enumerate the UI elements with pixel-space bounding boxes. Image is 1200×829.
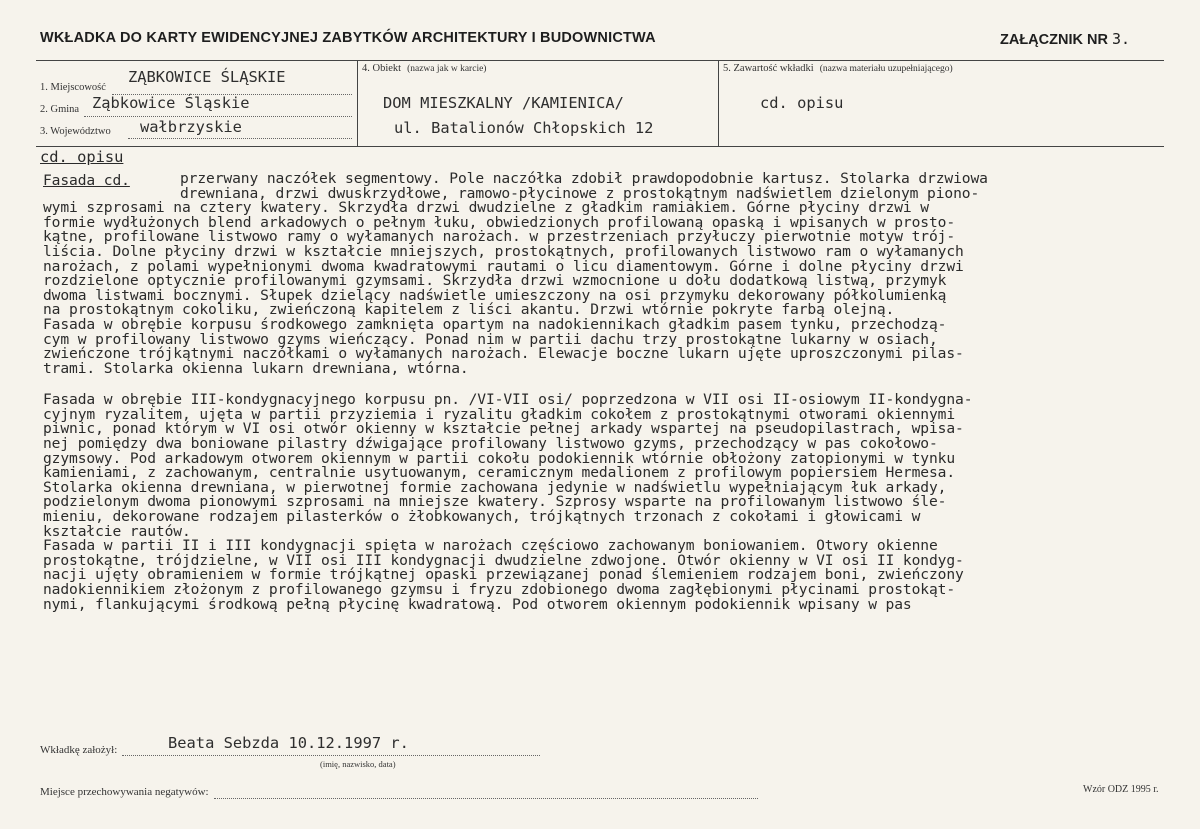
attachment-number: 3.: [1111, 30, 1130, 48]
gmina-dotline: [84, 116, 352, 117]
description-line: cym w profilowany listwowo gzyms wieńczący. Ponad nim w partii dachu trzy prostokątne lukarny w osiach,: [43, 330, 938, 348]
description-line: nej pomiędzy dwa boniowane pilastry dźwigające profilowany listwowo gzyms, przechodzący w pas cokołowo-: [43, 434, 938, 452]
fasada-label: Fasada cd.: [43, 172, 130, 189]
description-line: kształcie rautów.: [43, 522, 191, 540]
obiekt-label: [362, 63, 486, 74]
column-divider-2: [718, 60, 719, 146]
column-divider-1: [357, 60, 358, 146]
wojewodztwo-dotline: [128, 138, 352, 139]
zawartosc-label-text: 5. Zawartość wkładki: [723, 63, 814, 74]
description-line: formie wydłużonych blend arkadowych o pełnym łuku, obwiedzionych profilowaną opaską i wpisanych w prosto-: [43, 213, 956, 231]
author-value: Beata Sebzda 10.12.1997 r.: [168, 734, 409, 752]
description-line: prostokątne, trójdzielne, w VII osi III kondygnacji dwudzielne zdwojone. Otwór okienny w VI osi II kondyg-: [43, 551, 964, 569]
description-line: podzielonym dwoma pionowymi szprosami na mniejsze kwatery. Szprosy wsparte na profilowanym listwowo śle-: [43, 493, 947, 511]
header-bottom-border: [36, 146, 1164, 147]
description-line: piwnic, ponad którym w VI osi otwór okienny w kształcie pełnej arkady wspartej na pseudopilastrach, wpisa-: [43, 420, 964, 438]
section-heading: cd. opisu: [40, 148, 124, 166]
zawartosc-value: cd. opisu: [760, 94, 844, 112]
description-line: cyjnym ryzalitem, ujęta w partii przyziemia i ryzalitu gładkim cokołem z prostokątnymi otworami okiennymi: [43, 405, 956, 423]
description-line: kamieniami, z zachowanym, centralnie usytuowanym, ceramicznym medalionem z profilowym popiersiem Hermesa.: [43, 464, 956, 482]
miejscowosc-label: 1. Miejscowość: [40, 82, 106, 93]
description-line: zwieńczone trójkątnymi naczółkami o wyłamanych narożach. Elewacje boczne lukarn ujęte uproszczonymi pilas-: [43, 345, 964, 363]
description-line: kątne, profilowane listwowo ramy o wyłamanych narożach. w przestrzeniach przyłuczy pierwotnie motyw trój-: [43, 228, 956, 246]
obiekt-sublabel: (nazwa jak w karcie): [407, 64, 487, 74]
description-line: mieniu, dekorowane rodzajem pilasterków o żłobkowanych, trójkątnych trzonach z cokołami i głowicami w: [43, 507, 921, 525]
obiekt-label-text: 4. Obiekt: [362, 63, 402, 74]
author-label: Wkładkę założył:: [40, 744, 118, 756]
description-line: nacji ujęty obramieniem w formie trójkątnej opaski przewiązanej ponad ślemieniem rodzajem boni, zwieńczony: [43, 566, 964, 584]
description-line: nadokiennikiem złożonym z profilowanego gzymsu i fryzu zdobionego dwoma zagłębionymi płycinami prostokąt-: [43, 580, 956, 598]
attachment-label: ZAŁĄCZNIK NR: [1000, 32, 1108, 48]
top-border: [36, 60, 1164, 61]
description-line: Fasada w obrębie korpusu środkowego zamknięta opartym na nadokiennikach gładkim pasem tynku, przechodzą-: [43, 316, 947, 333]
description-line: przerwany naczółek segmentowy. Pole naczółka zdobił prawdopodobnie kartusz. Stolarka drzwiowa: [180, 170, 988, 187]
description-line: dwoma listwami bocznymi. Słupek dzielący nadświetle umieszczony na osi przymyku dekorowany półkolumienką: [43, 286, 947, 304]
description-line: narożach, z polami wypełnionymi dwoma kwadratowymi rautami o licu diamentowym. Górne i dolne płyciny drzwi: [43, 257, 964, 275]
description-line: wymi szprosami na cztery kwatery. Skrzydła drzwi dwudzielne z gładkim ramiakiem. Górne płyciny drzwi w: [43, 199, 929, 217]
gmina-label: 2. Gmina: [40, 104, 80, 115]
description-line: liścia. Dolne płyciny drzwi w kształcie mniejszych, prostokątnych, profilowanych listwowo ram o wyłamanych: [43, 243, 964, 260]
attachment-number-label: [1000, 30, 1130, 48]
description-line: gzymsowy. Pod arkadowym otworem okiennym w partii cokołu podokiennik wtórnie obłożony zatopionymi w tynku: [43, 449, 956, 467]
description-line: drewniana, drzwi dwuskrzydłowe, ramowo-płycinowe z prostokątnym nadświetlem dzielonym piono-: [180, 184, 980, 202]
form-title: WKŁADKA DO KARTY EWIDENCYJNEJ ZABYTKÓW ARCHITEKTURY I BUDOWNICTWA: [40, 30, 656, 46]
obiekt-value-line2: ul. Batalionów Chłopskich 12: [394, 119, 654, 137]
description-line: Stolarka okienna drewniana, w pierwotnej formie zachowana jedynie w nadświetlu wypełniającym łuk arkady,: [43, 478, 947, 496]
wojewodztwo-label: 3. Województwo: [40, 126, 111, 137]
description-line: nymi, flankującymi środkową pełną płycinę kwadratową. Pod otworem okiennym podokiennik wpisany w pas: [43, 595, 912, 613]
description-line: trami. Stolarka okienna lukarn drewniana, wtórna.: [43, 359, 469, 377]
gmina-value: Ząbkowice Śląskie: [92, 94, 250, 112]
description-line: na prostokątnym cokoliku, zwieńczoną kapitelem z liści akantu. Drzwi wtórnie pokryte farbą olejną.: [43, 301, 895, 319]
obiekt-value-line1: DOM MIESZKALNY /KAMIENICA/: [383, 94, 624, 112]
storage-dotline: [214, 798, 758, 799]
storage-label: Miejsce przechowywania negatywów:: [40, 786, 209, 798]
zawartosc-sublabel: (nazwa materiału uzupełniającego): [819, 64, 953, 74]
description-line: rozdzielone optycznie profilowanymi gzymsami. Skrzydła drzwi wzmocnione u dołu dodatkową listwą, przymyk: [43, 272, 947, 290]
description-line: Fasada w partii II i III kondygnacji spięta w narożach częściowo zachowanym boniowaniem. Otwory okienne: [43, 537, 938, 555]
wojewodztwo-value: wałbrzyskie: [140, 118, 242, 136]
description-line: Fasada w obrębie III-kondygnacyjnego korpusu pn. /VI-VII osi/ poprzedzona w VII osi II-osiowym II-kondygna-: [43, 391, 973, 409]
zawartosc-label: [723, 63, 953, 74]
miejscowosc-value: ZĄBKOWICE ŚLĄSKIE: [128, 68, 286, 86]
form-version: Wzór ODZ 1995 r.: [1083, 784, 1159, 795]
author-hint: (imię, nazwisko, data): [320, 759, 396, 769]
author-dotline: [122, 755, 540, 756]
